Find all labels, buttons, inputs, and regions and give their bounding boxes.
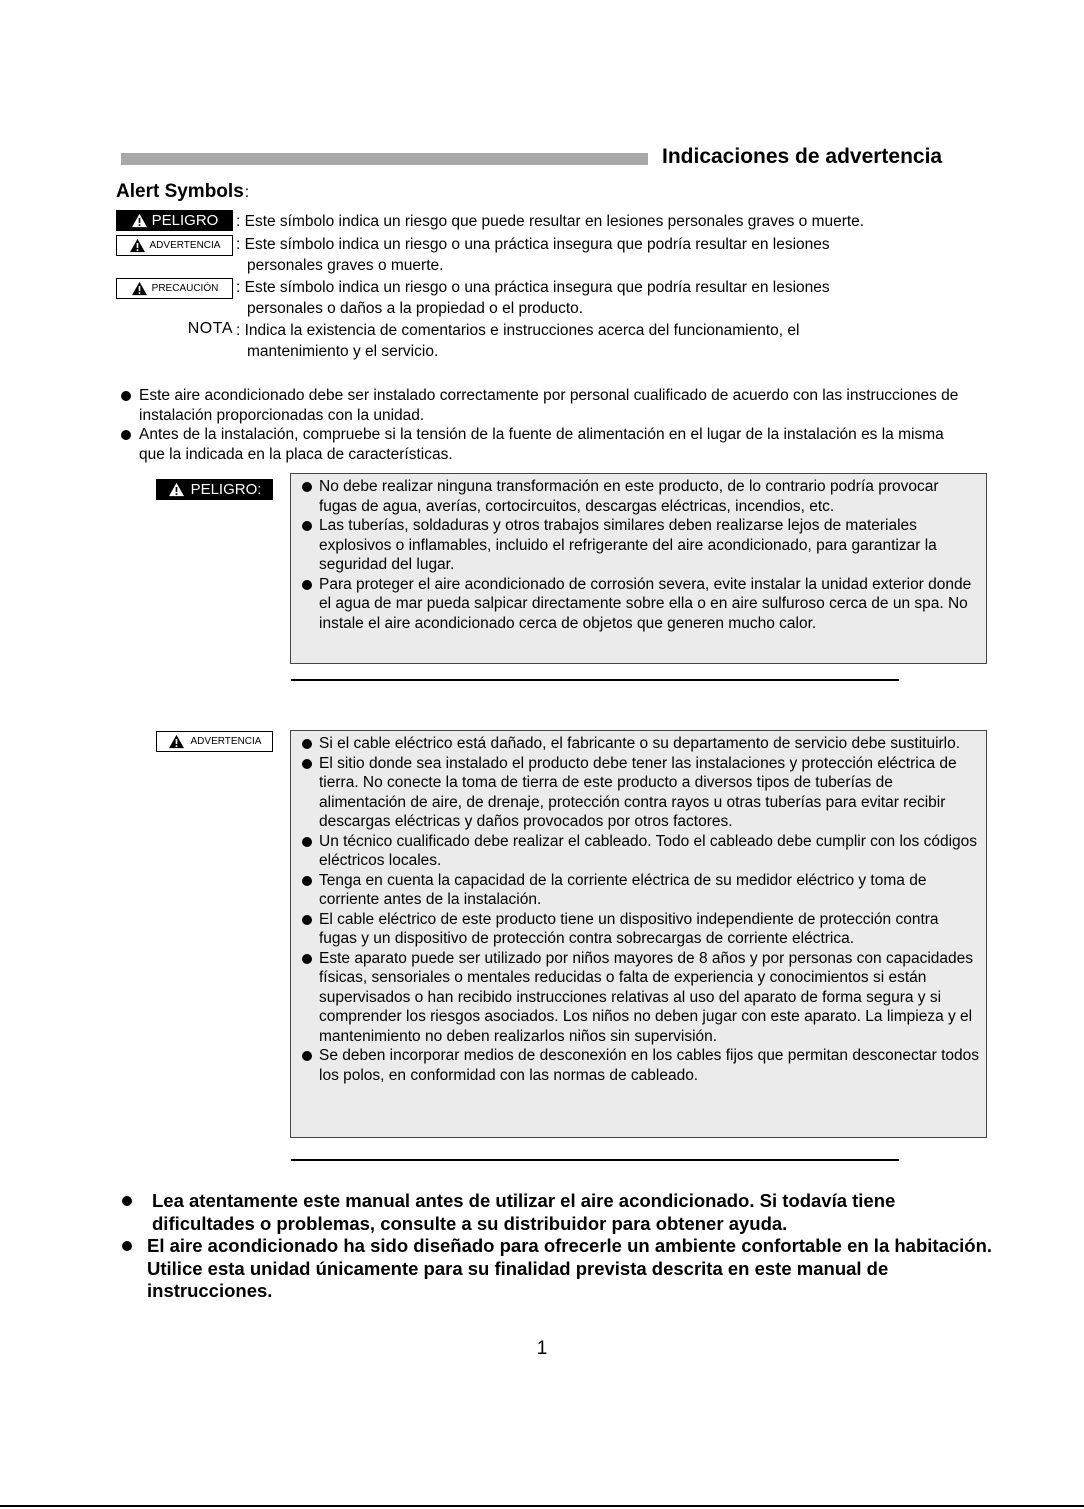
danger-box-label-text: PELIGRO: bbox=[190, 481, 262, 498]
list-item: El cable eléctrico de este producto tiene un dispositivo independiente de protección contra fugas y un dispositivo de protección contra sobrecargas de corriente eléctrica. bbox=[297, 910, 980, 949]
alert-symbol-advertencia bbox=[116, 233, 956, 277]
warning-box bbox=[290, 730, 987, 1138]
peligro-badge-label: PELIGRO bbox=[151, 212, 219, 229]
warning-triangle-icon bbox=[168, 734, 185, 749]
warning-box-list bbox=[297, 734, 980, 1085]
danger-box-label bbox=[156, 479, 273, 500]
page-number: 1 bbox=[536, 1338, 548, 1359]
precaucion-description bbox=[236, 277, 966, 319]
alert-symbol-precaucion bbox=[116, 276, 956, 320]
advertencia-description-line: : Este símbolo indica un riesgo o una práctica insegura que podría resultar en lesiones bbox=[236, 236, 830, 253]
danger-box-list bbox=[297, 477, 980, 633]
nota-description-line: mantenimiento y el servicio. bbox=[247, 343, 439, 360]
advertencia-description bbox=[236, 234, 966, 276]
list-item: El aire acondicionado ha sido diseñado para ofrecerle un ambiente confortable en la habitación. Utilice esta unidad únicamente para su finalidad prevista descrita en este manual de instrucciones. bbox=[116, 1235, 996, 1303]
warning-box-label bbox=[156, 731, 273, 752]
list-item: Tenga en cuenta la capacidad de la corriente eléctrica de su medidor eléctrico y toma de corriente antes de la instalación. bbox=[297, 871, 980, 910]
intro-bullet-list bbox=[117, 386, 967, 464]
warning-triangle-icon bbox=[129, 238, 146, 253]
advertencia-description-line: personales graves o muerte. bbox=[247, 257, 444, 274]
alert-symbols-heading bbox=[116, 181, 249, 203]
divider bbox=[291, 679, 899, 681]
warning-box-label-text: ADVERTENCIA bbox=[190, 736, 262, 747]
list-item: Se deben incorporar medios de desconexión en los cables fijos que permitan desconectar todos los polos, en conformidad con las normas de cableado. bbox=[297, 1046, 980, 1085]
alert-symbols-colon: : bbox=[244, 184, 250, 201]
list-item: Las tuberías, soldaduras y otros trabajos similares deben realizarse lejos de materiales explosivos o inflamables, incluido el refrigerante del aire acondicionado, para garantizar la seguridad del lugar. bbox=[297, 516, 980, 575]
precaucion-badge bbox=[116, 278, 233, 299]
list-item: El sitio donde sea instalado el producto debe tener las instalaciones y protección eléctrica de tierra. No conecte la toma de tierra de este producto a diversos tipos de tuberías de alimentación de aire, de drenaje, protección contra rayos u otras tuberías para evitar recibir descargas eléctricas y daños provocados por otros factores. bbox=[297, 754, 980, 832]
divider bbox=[291, 1159, 899, 1161]
precaucion-badge-label: PRECAUCIÓN bbox=[151, 283, 219, 294]
alert-symbol-nota bbox=[116, 319, 956, 363]
list-item: Lea atentamente este manual antes de utilizar el aire acondicionado. Si todavía tiene dificultades o problemas, consulte a su distribuidor para obtener ayuda. bbox=[116, 1190, 996, 1235]
list-item: Este aire acondicionado debe ser instalado correctamente por personal cualificado de acuerdo con las instrucciones de instalación proporcionadas con la unidad. bbox=[117, 386, 967, 425]
page-title: Indicaciones de advertencia bbox=[662, 145, 943, 168]
precaucion-description-line: : Este símbolo indica un riesgo o una práctica insegura que podría resultar en lesiones bbox=[236, 279, 830, 296]
advertencia-badge-label: ADVERTENCIA bbox=[149, 240, 221, 251]
nota-label: NOTA bbox=[187, 320, 233, 337]
precaucion-description-line: personales o daños a la propiedad o el producto. bbox=[247, 300, 584, 317]
peligro-description bbox=[236, 211, 966, 232]
list-item: Antes de la instalación, compruebe si la tensión de la fuente de alimentación en el lugar de la instalación es la misma que la indicada en la placa de características. bbox=[117, 425, 967, 464]
peligro-badge bbox=[116, 210, 233, 231]
warning-triangle-icon bbox=[168, 482, 185, 497]
closing-bullet-list bbox=[116, 1190, 996, 1303]
list-item: Para proteger el aire acondicionado de corrosión severa, evite instalar la unidad exterior donde el agua de mar pueda salpicar directamente sobre ella o en aire sulfuroso cerca de un spa. No instale el aire acondicionado cerca de objetos que generen mucho calor. bbox=[297, 575, 980, 634]
danger-box bbox=[290, 473, 987, 664]
nota-description-line: : Indica la existencia de comentarios e instrucciones acerca del funcionamiento, el bbox=[236, 322, 800, 339]
list-item: Si el cable eléctrico está dañado, el fabricante o su departamento de servicio debe sustituirlo. bbox=[297, 734, 980, 754]
advertencia-badge bbox=[116, 235, 233, 256]
peligro-description-line: : Este símbolo indica un riesgo que puede resultar en lesiones personales graves o muerte. bbox=[236, 213, 865, 230]
warning-triangle-icon bbox=[131, 213, 148, 228]
warning-triangle-icon bbox=[131, 281, 148, 296]
list-item: No debe realizar ninguna transformación en este producto, de lo contrario podría provocar fugas de agua, averías, cortocircuitos, descargas eléctricas, incendios, etc. bbox=[297, 477, 980, 516]
list-item: Este aparato puede ser utilizado por niños mayores de 8 años y por personas con capacidades físicas, sensoriales o mentales reducidas o falta de experiencia y conocimientos si están supervisados o han recibido instrucciones relativas al uso del aparato de forma segura y si comprender los riesgos asociados. Los niños no deben jugar con este aparato. La limpieza y el mantenimiento no deben realizarlos niños sin supervisión. bbox=[297, 949, 980, 1047]
alert-symbols-heading-text: Alert Symbols bbox=[116, 181, 244, 202]
footer-line bbox=[0, 1505, 1084, 1507]
header-bar bbox=[121, 153, 648, 165]
nota-description bbox=[236, 320, 966, 362]
list-item: Un técnico cualificado debe realizar el cableado. Todo el cableado debe cumplir con los códigos eléctricos locales. bbox=[297, 832, 980, 871]
